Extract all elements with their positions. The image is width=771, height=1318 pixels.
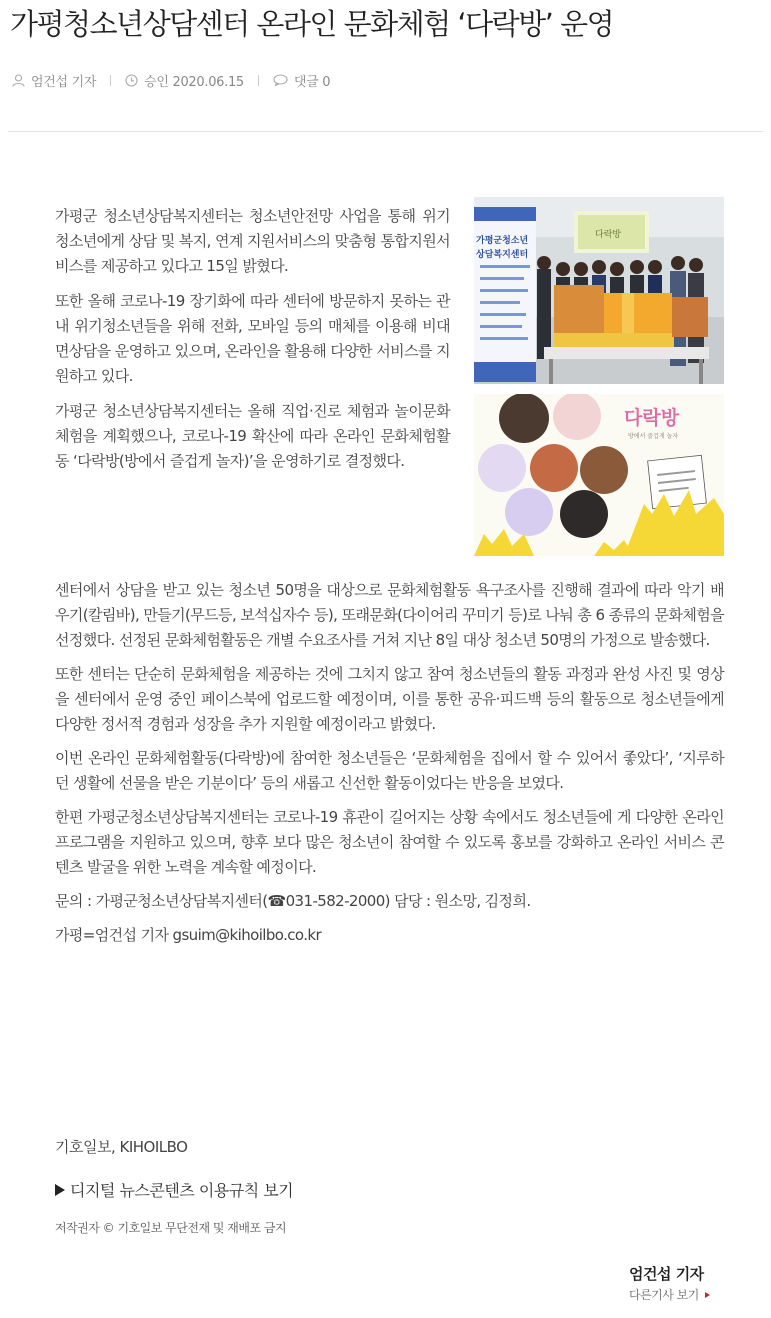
approved-date: 승인 2020.06.15 [144,74,244,90]
screen-text: 다락방 [595,230,622,240]
banner-title-1: 가평군청소년 [476,236,529,246]
more-articles-label[interactable]: 다른기사 보기 [629,1288,699,1302]
article-headline: 가평청소년상담센터 온라인 문화체험 ‘다락방’ 운영 [10,7,614,41]
paragraph-5: 또한 센터는 단순히 문화체험을 제공하는 것에 그치지 않고 참여 청소년들의 활동 과정과 완성 사진 및 영상을 센터에서 운영 중인 페이스북에 업로드할 예정이며, 이를 통한 공유·피드백 등의 활동으로 청소년들에게 다양한 정서적 경험과 성장을 추가 지원할 예정이라고 밝혔다. [55,665,724,733]
publisher-name: 기호일보, KIHOILBO [55,1138,188,1156]
paragraph-7: 한편 가평군청소년상담복지센터는 코로나-19 휴관이 길어지는 상황 속에서도 청소년들에 게 다양한 온라인 프로그램을 지원하고 있으며, 향후 보다 많은 청소년이 참여할 수 있도록 홍보를 강화하고 온라인 서비스 콘텐츠 발굴을 위한 노력을 계속할 예정이다. [55,808,724,876]
author-info [12,71,96,90]
news-rules-link[interactable] [55,1178,293,1201]
poster-logo: 다락방 [624,407,680,429]
meta-separator [110,75,111,86]
comment-count[interactable]: 댓글 0 [293,74,331,90]
article-photo-group[interactable] [474,197,724,384]
header-divider [8,131,763,132]
triangle-right-icon [55,1184,65,1196]
copyright-notice: 저작권자 © 기호일보 무단전재 및 재배포 금지 [55,1221,287,1235]
contact-prefix: 문의 : 가평군청소년상담복지센터( [55,892,268,910]
paragraph-4: 센터에서 상담을 받고 있는 청소년 50명을 대상으로 문화체험활동 욕구조사를 진행해 결과에 따라 악기 배우기(칼림바), 만들기(무드등, 보석십자수 등), 또래문화(다이어리 꾸미기 등)로 나눠 총 6 종류의 문화체험을 선정했다. 선정된 문화체험활동은 개별 수요조사를 거쳐 지난 8일 대상 청소년 50명의 가정으로 발송했다. [55,581,724,649]
comments-info[interactable] [273,71,330,90]
meta-separator [258,75,259,86]
paragraph-2: 또한 올해 코로나-19 장기화에 따라 센터에 방문하지 못하는 관내 위기청소년들을 위해 전화, 모바일 등의 매체를 이용해 비대면상담을 운영하고 있으며, 온라인을 활용해 다양한 서비스를 지원하고 있다. [55,292,450,385]
arrow-right-icon [705,1292,710,1298]
article-body-top [55,204,450,474]
more-articles-link[interactable] [629,1286,710,1303]
paragraph-6: 이번 온라인 문화체험활동(다락방)에 참여한 청소년들은 ‘문화체험을 집에서 할 수 있어서 좋았다’, ‘지루하던 생활에 선물을 받은 기분이다’ 등의 새롭고 신선한 활동이었다는 반응을 보였다. [55,749,724,792]
banner-title-2: 상담복지센터 [476,250,529,260]
article-body-main [55,578,724,948]
reporter-name: 엄건섭 기자 [629,1265,704,1283]
poster-logo-sub: 방에서 즐겁게 놀자 [628,433,679,440]
clock-icon [125,74,138,87]
contact-line [55,889,724,914]
byline: 가평=엄건섭 기자 gsuim@kihoilbo.co.kr [55,926,322,944]
comment-icon [273,74,288,86]
news-rules-label[interactable]: 디지털 뉴스콘텐츠 이용규칙 보기 [70,1181,294,1200]
approved-info [125,71,244,90]
article-photo-poster[interactable] [474,394,724,556]
contact-phone: 031-582-2000) 담당 : 원소망, 김정희. [285,892,531,910]
author-name: 엄건섭 기자 [31,74,97,90]
paragraph-3: 가평군 청소년상담복지센터는 올해 직업·진로 체험과 놀이문화체험을 계획했으나, 코로나-19 확산에 따라 온라인 문화체험활동 ‘다락방(방에서 즐겁게 놀자)’을 운영하기로 결정했다. [55,402,450,470]
article-meta [12,70,330,90]
user-icon [12,74,25,87]
phone-icon: ☎ [267,892,286,910]
paragraph-1: 가평군 청소년상담복지센터는 청소년안전망 사업을 통해 위기청소년에게 상담 및 복지, 연계 지원서비스의 맞춤형 통합지원서비스를 제공하고 있다고 15일 밝혔다. [55,207,450,275]
